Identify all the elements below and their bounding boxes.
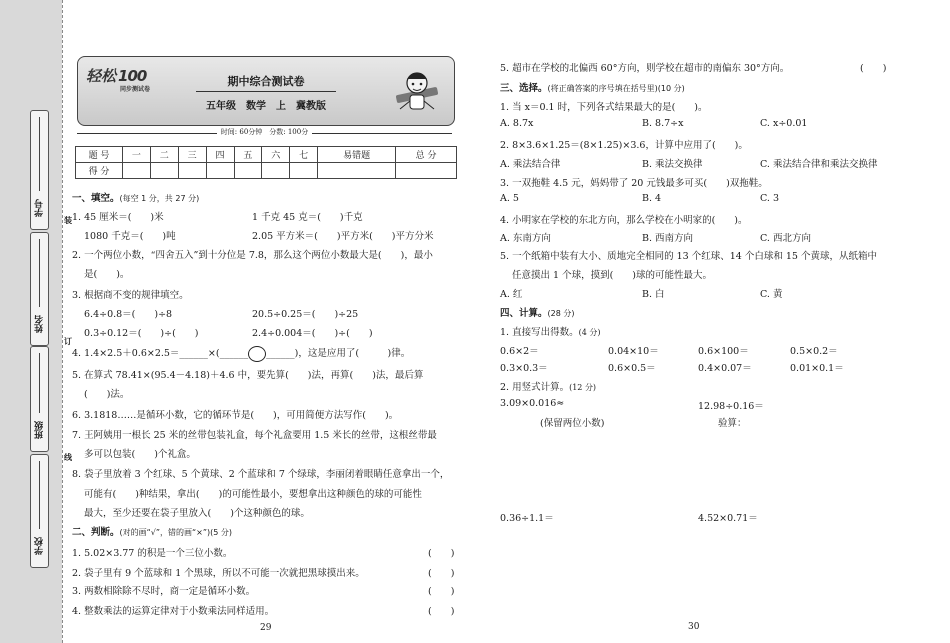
exam-subtitle: 五年级 数学 上 冀教版: [206, 101, 326, 112]
question-line: A. 东南方向: [500, 233, 551, 244]
score-input-cell[interactable]: [234, 163, 262, 179]
question-line-cont: ______)，这是应用了( )律。: [266, 348, 411, 359]
question-line: ( )法。: [84, 389, 130, 400]
page-number: 29: [260, 623, 272, 633]
score-header-cell: 总 分: [396, 147, 457, 163]
score-input-cell[interactable]: [290, 163, 318, 179]
score-header-cell: 七: [290, 147, 318, 163]
option-cell: 0.6×100＝: [698, 346, 749, 357]
option-cell: C. 西北方向: [760, 233, 811, 244]
section-heading: 三、选择。(将正确答案的序号填在括号里)(10 分): [500, 83, 685, 94]
score-note: (4 分): [578, 328, 601, 337]
option-cell: B. 白: [642, 289, 665, 300]
question-line: 多可以包装( )个礼盒。: [84, 449, 196, 460]
question-line: 4. 整数乘法的运算定律对于小数乘法同样适用。: [72, 606, 275, 617]
cut-mark: 装: [64, 215, 72, 225]
option-cell: 0.6×0.5＝: [608, 363, 656, 374]
question-line: 6. 3.1818……是循环小数，它的循环节是( )，可用简便方法写作( )。: [72, 410, 399, 421]
cut-mark: 订: [64, 336, 72, 346]
answer-parens[interactable]: ( ): [428, 586, 455, 597]
option-cell: 2.4÷0.004＝( )÷( ): [252, 328, 373, 339]
question-line: 3. 根据商不变的规律填空。: [72, 290, 189, 301]
score-input-cell[interactable]: [123, 163, 151, 179]
question-line: 1080 千克＝( )吨: [84, 231, 176, 242]
section-heading: 四、计算。(28 分): [500, 308, 575, 319]
option-cell: 1 千克 45 克＝( )千克: [252, 212, 363, 223]
question-line: 3. 两数相除除不尽时，商一定是循环小数。: [72, 586, 256, 597]
score-header-cell: 五: [234, 147, 262, 163]
option-cell: 20.5÷0.25＝( )÷25: [252, 309, 359, 320]
answer-parens[interactable]: ( ): [860, 63, 887, 74]
score-input-cell[interactable]: [262, 163, 290, 179]
score-note: (对的画“√”，错的画“×”)(5 分): [119, 528, 233, 537]
score-header-cell: 题 号: [76, 147, 123, 163]
question-line: 2. 袋子里有 9 个蓝球和 1 个黑球，所以不可能一次就把黑球摸出来。: [72, 568, 365, 579]
logo: 轻松 100 同步测试卷: [86, 67, 151, 93]
page-number: 30: [688, 622, 700, 632]
question-line: 1. 直接写出得数。(4 分): [500, 327, 601, 338]
answer-parens[interactable]: ( ): [428, 548, 455, 559]
question-line: 是( )。: [84, 269, 130, 280]
sub-note: 验算：: [718, 418, 747, 429]
score-input-cell[interactable]: [318, 163, 396, 179]
question-line: A. 红: [500, 289, 523, 300]
option-cell: C. x÷0.01: [760, 118, 808, 129]
exam-title: 期中综合测试卷: [227, 75, 305, 88]
option-cell: 0.4×0.07＝: [698, 363, 752, 374]
question-line: 任意摸出 1 个球，摸到( )球的可能性最大。: [512, 270, 712, 281]
question-line: 8. 袋子里放着 3 个红球、5 个黄球、2 个蓝球和 7 个绿球，李丽闭着眼睛任意拿出一个，: [72, 469, 450, 480]
option-cell: 0.5×0.2＝: [790, 346, 838, 357]
question-line: 6.4÷0.8＝( )÷8: [84, 309, 173, 320]
question-line: 1. 45 厘米＝( )米: [72, 212, 164, 223]
score-header-cell: 二: [150, 147, 178, 163]
question-line: A. 8.7x: [500, 118, 534, 129]
score-input-cell[interactable]: [396, 163, 457, 179]
question-line: 3. 一双拖鞋 4.5 元，妈妈带了 20 元钱最多可买( )双拖鞋。: [500, 178, 768, 189]
question-line: 0.3×0.3＝: [500, 363, 548, 374]
cut-mark: 线: [64, 452, 72, 462]
question-line: 4. 1.4×2.5＋0.6×2.5＝______×(______ ______)，这是应用了( )律。: [72, 345, 410, 362]
question-line: 7. 王阿姨用一根长 25 米的丝带包装礼盒，每个礼盒要用 1.5 米长的丝带，这根丝带最: [72, 430, 437, 441]
option-cell: B. 乘法交换律: [642, 159, 703, 170]
score-header-cell: 易错题: [318, 147, 396, 163]
score-header-cell: 六: [262, 147, 290, 163]
score-table: [75, 146, 457, 179]
time-info: 时间: 60分钟 分数: 100分: [72, 127, 457, 137]
answer-parens[interactable]: ( ): [428, 568, 455, 579]
question-line: 最大，至少还要在袋子里放入( )个这种颜色的球。: [84, 508, 310, 519]
binding-cut-line: [62, 0, 63, 643]
score-input-cell[interactable]: [206, 163, 234, 179]
question-line: 3.09×0.016≈: [500, 398, 565, 409]
score-note: (12 分): [569, 383, 597, 392]
score-header-cell: 四: [206, 147, 234, 163]
question-line: 2. 一个两位小数，“四舍五入”到十分位是 7.8，那么这个两位小数最大是( )，最小: [72, 250, 433, 261]
option-cell: B. 8.7÷x: [642, 118, 684, 129]
operator-circle[interactable]: [248, 346, 266, 362]
question-line: 4. 小明家在学校的东北方向，那么学校在小明家的( )。: [500, 215, 748, 226]
section-heading: 一、填空。(每空 1 分，共 27 分): [72, 193, 200, 204]
question-line: 可能有( )种结果，拿出( )的可能性最小，要想拿出这种颜色的球的可能性: [84, 489, 422, 500]
question-line: 5. 一个纸箱中装有大小、质地完全相同的 13 个红球、14 个白球和 15 个黄球，从纸箱中: [500, 251, 877, 262]
section-heading: 二、判断。(对的画“√”，错的画“×”)(5 分): [72, 527, 233, 538]
option-cell: C. 乘法结合律和乘法交换律: [760, 159, 878, 170]
mascot-illustration: [394, 65, 440, 113]
question-line: 1. 当 x＝0.1 时，下列各式结果最大的是( )。: [500, 102, 708, 113]
question-line: 1. 5.02×3.77 的积是一个三位小数。: [72, 548, 233, 559]
question-line: 0.3÷0.12＝( )÷( ): [84, 328, 199, 339]
score-header-cell: 一: [123, 147, 151, 163]
score-note: (将正确答案的序号填在括号里)(10 分): [547, 84, 685, 93]
class-field[interactable]: 班级: [30, 346, 49, 452]
question-line: 5. 在算式 78.41×(95.4－4.18)＋4.6 中，要先算( )法，再算( )法，最后算: [72, 370, 424, 381]
score-input-cell[interactable]: [150, 163, 178, 179]
option-cell: B. 西南方向: [642, 233, 694, 244]
score-input-cell[interactable]: [178, 163, 206, 179]
score-note: (28 分): [547, 309, 575, 318]
option-cell: 4.52×0.71＝: [698, 513, 758, 524]
question-line: A. 乘法结合律: [500, 159, 561, 170]
option-cell: 0.04×10＝: [608, 346, 659, 357]
option-cell: C. 黄: [760, 289, 783, 300]
question-line: 0.6×2＝: [500, 346, 539, 357]
score-row-label: 得 分: [76, 163, 123, 179]
school-field[interactable]: 学校: [30, 454, 49, 568]
option-cell: 0.01×0.1＝: [790, 363, 844, 374]
option-cell: B. 4: [642, 193, 662, 204]
question-line: 0.36÷1.1＝: [500, 513, 554, 524]
option-cell: 2.05 平方米＝( )平方米( )平方分米: [252, 231, 434, 242]
question-line: 5. 超市在学校的北偏西 60°方向，则学校在超市的南偏东 30°方向。: [500, 63, 790, 74]
binding-sidebar: [0, 0, 62, 643]
question-line: A. 5: [500, 193, 519, 204]
score-note: (每空 1 分，共 27 分): [119, 194, 200, 203]
question-line: 2. 8×3.6×1.25＝(8×1.25)×3.6，计算中应用了( )。: [500, 140, 748, 151]
question-line: (保留两位小数): [540, 418, 605, 429]
option-cell: C. 3: [760, 193, 780, 204]
answer-parens[interactable]: ( ): [428, 606, 455, 617]
name-field[interactable]: 姓名: [30, 232, 49, 346]
student-number-field[interactable]: 学号: [30, 110, 49, 230]
score-header-cell: 三: [178, 147, 206, 163]
question-line: 2. 用竖式计算。(12 分): [500, 382, 597, 393]
exam-banner: [77, 56, 455, 126]
option-cell: 12.98÷0.16＝: [698, 401, 764, 412]
